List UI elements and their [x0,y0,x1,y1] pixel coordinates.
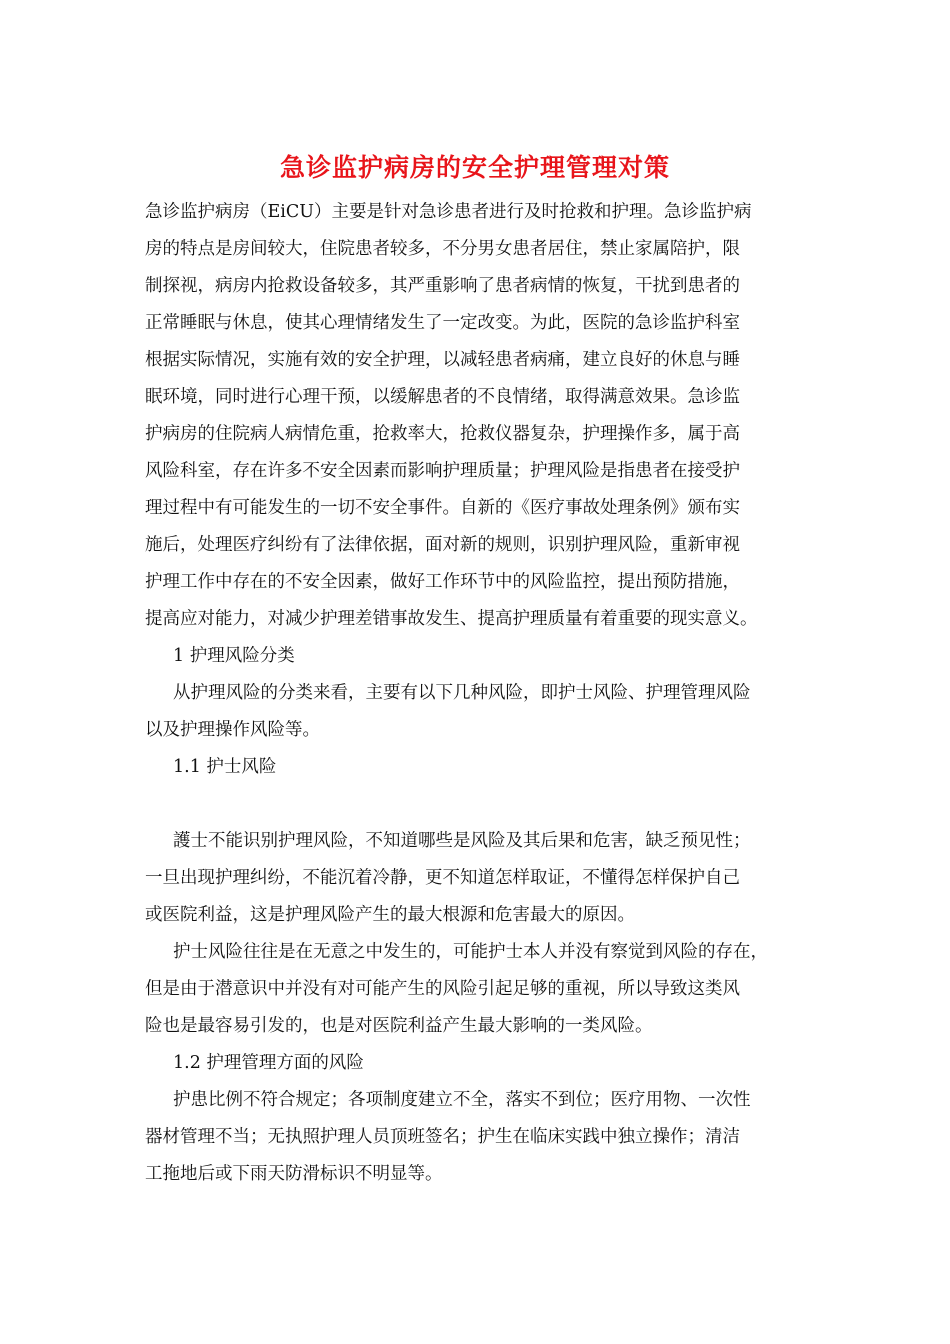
text-line: 制探视，病房内抢救设备较多，其严重影响了患者病情的恢复，干扰到患者的 [145,276,740,296]
text-line: 施后，处理医疗纠纷有了法律依据，面对新的规则，识别护理风险，重新审视 [145,535,740,555]
text-line: 正常睡眠与休息，使其心理情绪发生了一定改变。为此，医院的急诊监护科室 [145,313,740,333]
text-line: 护病房的住院病人病情危重，抢救率大，抢救仪器复杂，护理操作多，属于高 [145,424,740,444]
text-line: 险也是最容易引发的，也是对医院利益产生最大影响的一类风险。 [145,1016,653,1036]
text-line: 理过程中有可能发生的一切不安全事件。自新的《医疗事故处理条例》颁布实 [145,498,740,518]
text-line: 1.1 护士风险 [173,757,277,777]
text-line: 提高应对能力，对减少护理差错事故发生、提高护理质量有着重要的现实意义。 [145,609,758,629]
text-line: 器材管理不当；无执照护理人员顶班签名；护生在临床实践中独立操作；清洁 [145,1127,740,1147]
document-title: 急诊监护病房的安全护理管理对策 [279,153,670,182]
text-line: 从护理风险的分类来看，主要有以下几种风险，即护士风险、护理管理风险 [173,683,751,703]
text-line: 以及护理操作风险等。 [145,720,320,740]
text-line: 1.2 护理管理方面的风险 [173,1053,364,1073]
text-line: 急诊监护病房（EiCU）主要是针对急诊患者进行及时抢救和护理。急诊监护病 [145,202,752,222]
text-line: 风险科室，存在许多不安全因素而影响护理质量；护理风险是指患者在接受护 [145,461,740,481]
text-line: 护理工作中存在的不安全因素，做好工作环节中的风险监控，提出预防措施， [145,572,740,592]
text-line: 工拖地后或下雨天防滑标识不明显等。 [145,1164,443,1184]
document-body [145,194,815,1193]
text-line: 房的特点是房间较大，住院患者较多，不分男女患者居住，禁止家属陪护，限 [145,239,740,259]
blank-line [145,786,815,823]
text-line: 1 护理风险分类 [173,646,295,666]
text-line: 一旦出现护理纠纷，不能沉着冷静，更不知道怎样取证，不懂得怎样保护自己 [145,868,740,888]
text-line: 护士风险往往是在无意之中发生的，可能护士本人并没有察觉到风险的存在， [173,942,768,962]
text-line: 但是由于潜意识中并没有对可能产生的风险引起足够的重视，所以导致这类风 [145,979,740,999]
text-line: 或医院利益，这是护理风险产生的最大根源和危害最大的原因。 [145,905,635,925]
text-line: 護士不能识别护理风险，不知道哪些是风险及其后果和危害，缺乏预见性； [173,831,751,851]
text-line: 护患比例不符合规定；各项制度建立不全，落实不到位；医疗用物、一次性 [173,1090,751,1110]
text-line: 眠环境，同时进行心理干预，以缓解患者的不良情绪，取得满意效果。急诊监 [145,387,740,407]
text-line: 根据实际情况，实施有效的安全护理，以减轻患者病痛，建立良好的休息与睡 [145,350,740,370]
